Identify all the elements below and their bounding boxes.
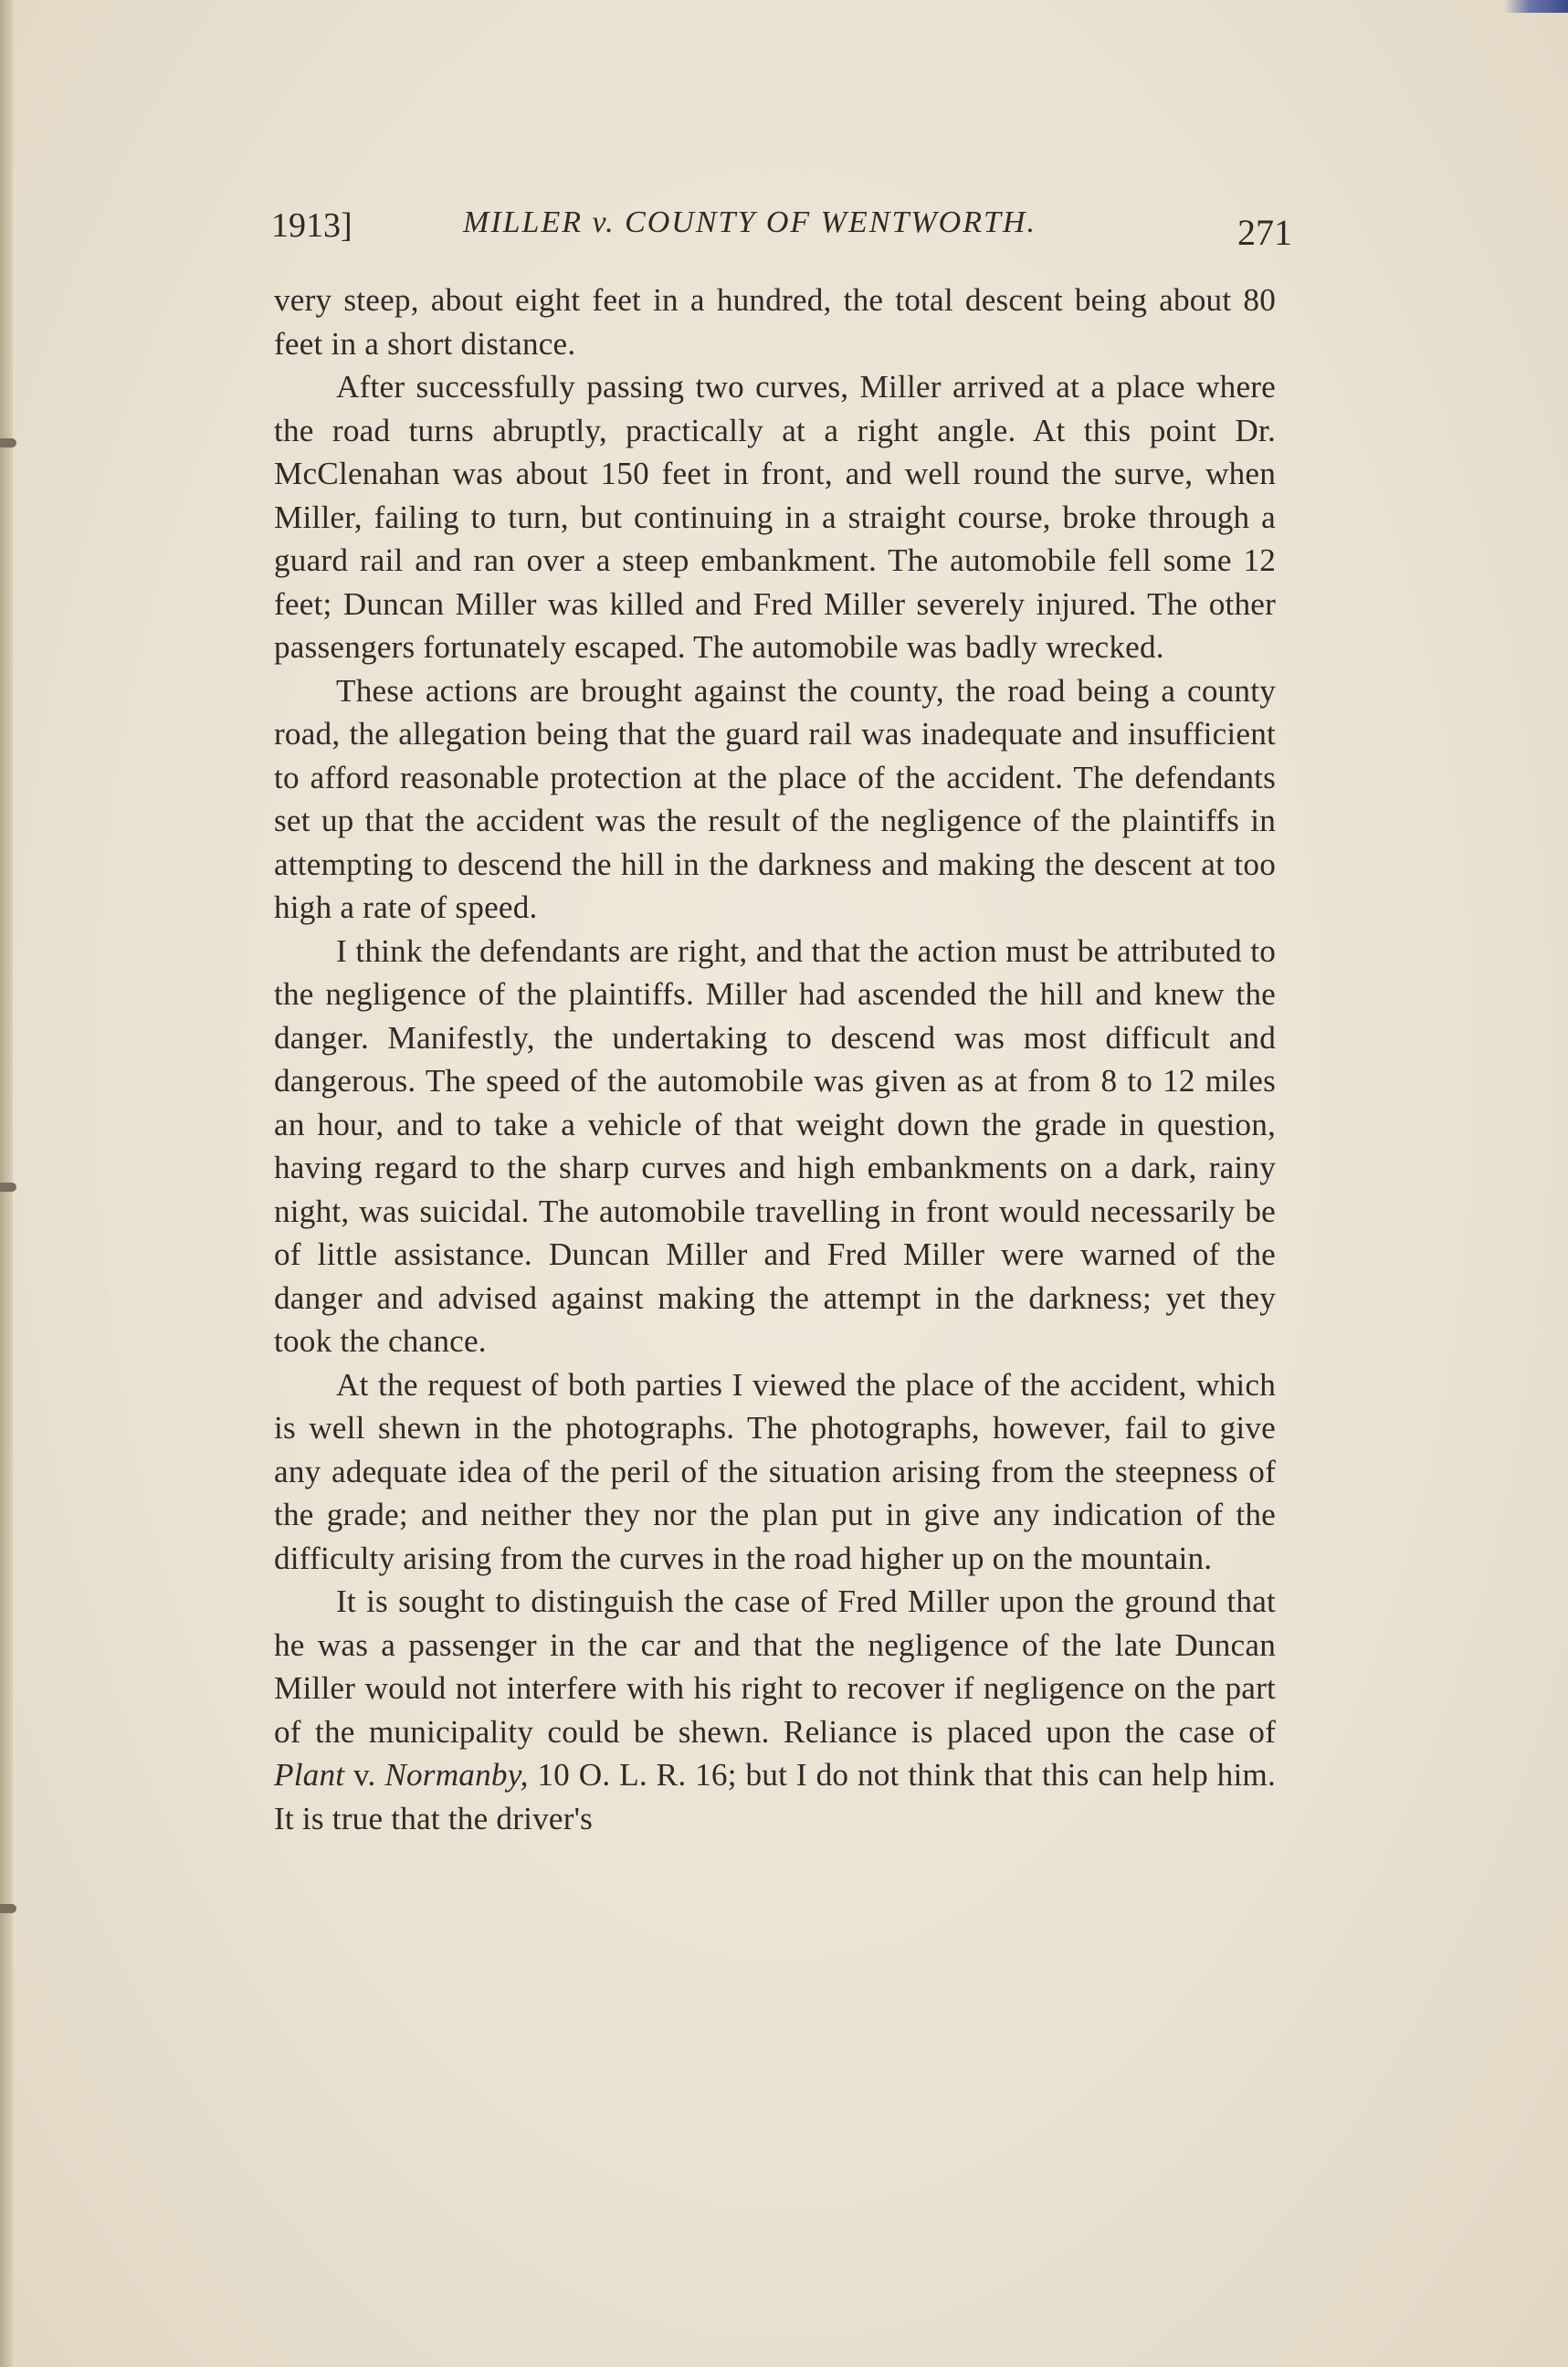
paragraph: very steep, about eight feet in a hundred, the total descent being about 80 feet in a short distance.	[274, 282, 1276, 362]
case-defendant: Normanby,	[384, 1757, 529, 1793]
page-header	[271, 205, 1292, 260]
case-versus: v.	[344, 1757, 385, 1793]
corner-stain	[1504, 0, 1568, 13]
paragraph: I think the defendants are right, and that the action must be attributed to the negligence of the plaintiffs. Miller had ascended the hill and knew the danger. Manifestly, the undertaking to descend was most difficult and dangerous. The speed of the automobile was given as at from 8 to 12 miles an hour, and to take a vehicle of that weight down the grade in question, having regard to the sharp curves and high embankments on a dark, rainy night, was suicidal. The automobile travelling in front would necessarily be of little assistance. Duncan Miller and Fred Miller were warned of the danger and advised against making the attempt in the darkness; yet they took the chance.	[274, 932, 1276, 1359]
edge-mark	[0, 1904, 16, 1913]
paragraph-text: 10 O. L. R. 16; but I do not think that this can help him. It is true that the driver's	[274, 1757, 1277, 1836]
case-plaintiff: Plant	[274, 1757, 345, 1793]
header-year: 1913]	[271, 206, 353, 245]
paragraph: After successfully passing two curves, Miller arrived at a place where the road turns abruptly, practically at a right angle. At this point Dr. McClenahan was about 150 feet in front, and well round the surve, when Miller, failing to turn, but continuing in a straight course, broke through a guard rail and ran over a steep embankment. The automobile fell some 12 feet; Duncan Miller was killed and Fred Miller severely injured. The other passengers fortunately escaped. The automobile was badly wrecked.	[274, 369, 1276, 665]
edge-mark	[0, 1183, 16, 1192]
paragraph	[274, 1580, 1276, 1840]
running-title: MILLER v. COUNTY OF WENTWORTH.	[463, 205, 1037, 239]
edge-mark	[0, 438, 16, 447]
paragraph: These actions are brought against the county, the road being a county road, the allegation being that the guard rail was inadequate and insufficient to afford reasonable protection at the place of the accident. The defendants set up that the accident was the result of the negligence of the plaintiffs in attempting to descend the hill in the darkness and making the descent at too high a rate of speed.	[274, 672, 1276, 925]
paragraph: At the request of both parties I viewed the place of the accident, which is well shewn in the photographs. The photographs, however, fail to give any adequate idea of the peril of the situation arising from the steepness of the grade; and neither they nor the plan put in give any indication of the difficulty arising from the curves in the road higher up on the mountain.	[274, 1366, 1276, 1576]
page-number: 271	[1237, 212, 1292, 253]
body-text	[274, 279, 1276, 1840]
paragraph-text: It is sought to distinguish the case of Fred Miller upon the ground that he was a passenger in the car and that the negligence of the late Duncan Miller would not interfere with his right to recover if negligence on the part of the municipality could be shewn. Reliance is placed upon the case of	[274, 1583, 1276, 1750]
